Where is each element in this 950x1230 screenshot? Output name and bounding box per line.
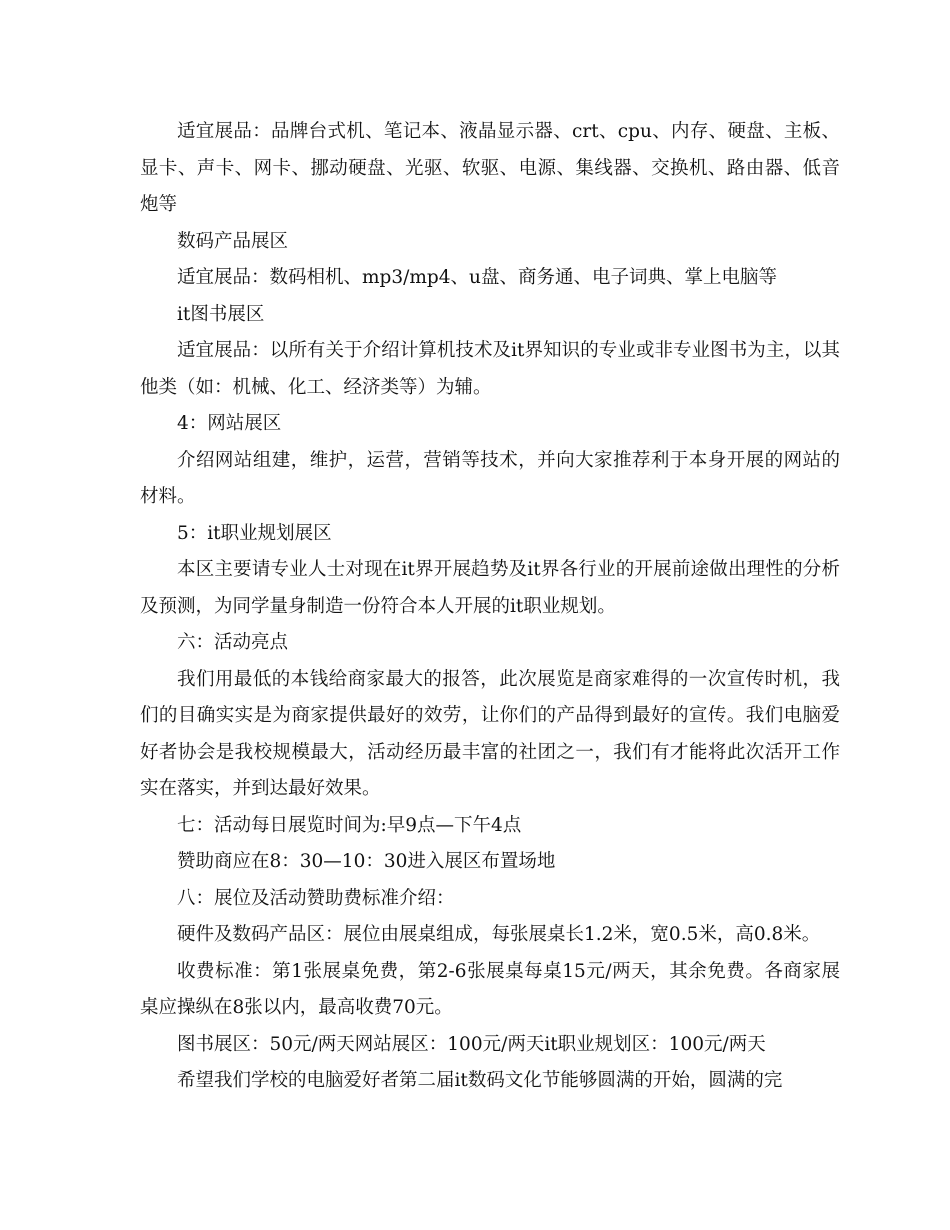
paragraph-suitable-hardware: 适宜展品：品牌台式机、笔记本、液晶显示器、crt、cpu、内存、硬盘、主板、显卡、声卡、网卡、挪动硬盘、光驱、软驱、电源、集线器、交换机、路由器、低音炮等 [140,121,840,215]
heading-activity-highlights: 六：活动亮点 [177,632,289,653]
paragraph-area-prices: 图书展区：50元/两天网站展区：100元/两天it职业规划区：100元/两天 [177,1033,766,1055]
heading-exhibition-time: 七：活动每日展览时间为:早9点—下午4点 [177,814,522,836]
paragraph-booth-description: 硬件及数码产品区：展位由展桌组成，每张展桌长1.2米，宽0.5米，高0.8米。 [177,924,821,945]
heading-it-books-area: it图书展区 [177,303,265,325]
paragraph-suitable-digital: 适宜展品：数码相机、mp3/mp4、u盘、商务通、电子词典、掌上电脑等 [177,267,777,288]
paragraph-fee-standard: 收费标准：第1张展桌免费，第2-6张展桌每桌15元/两天，其余免费。各商家展桌应操纵在8张以内，最高收费70元。 [140,960,840,1018]
paragraph-closing-wish: 希望我们学校的电脑爱好者第二届it数码文化节能够圆满的开始，圆满的完 [177,1070,783,1091]
paragraph-activity-highlights: 我们用最低的本钱给商家最大的报答，此次展览是商家难得的一次宣传时机，我们的目确实实是为商家提供最好的效劳，让你们的产品得到最好的宣传。我们电脑爱好者协会是我校规模最大，活动经历最丰富的社团之一，我们有才能将此次活开工作实在落实，并到达最好效果。 [140,668,840,799]
document-body [140,114,840,1100]
heading-digital-products-area: 数码产品展区 [177,230,289,252]
paragraph-career-planning: 本区主要请专业人士对现在it界开展趋势及it界各行业的开展前途做出理性的分析及预测，为同学量身制造一份符合本人开展的it职业规划。 [140,559,840,617]
heading-booth-fees: 八：展位及活动赞助费标准介绍： [177,887,455,909]
paragraph-website-area: 介绍网站组建，维护，运营，营销等技术，并向大家推荐利于本身开展的网站的材料。 [140,449,840,507]
paragraph-suitable-books: 适宜展品：以所有关于介绍计算机技术及it界知识的专业或非专业图书为主，以其他类（如：机械、化工、经济类等）为辅。 [140,340,840,398]
paragraph-sponsor-setup-time: 赞助商应在8：30—10：30进入展区布置场地 [177,851,556,872]
heading-career-planning-area: 5：it职业规划展区 [177,522,332,544]
heading-website-area: 4：网站展区 [177,413,282,434]
